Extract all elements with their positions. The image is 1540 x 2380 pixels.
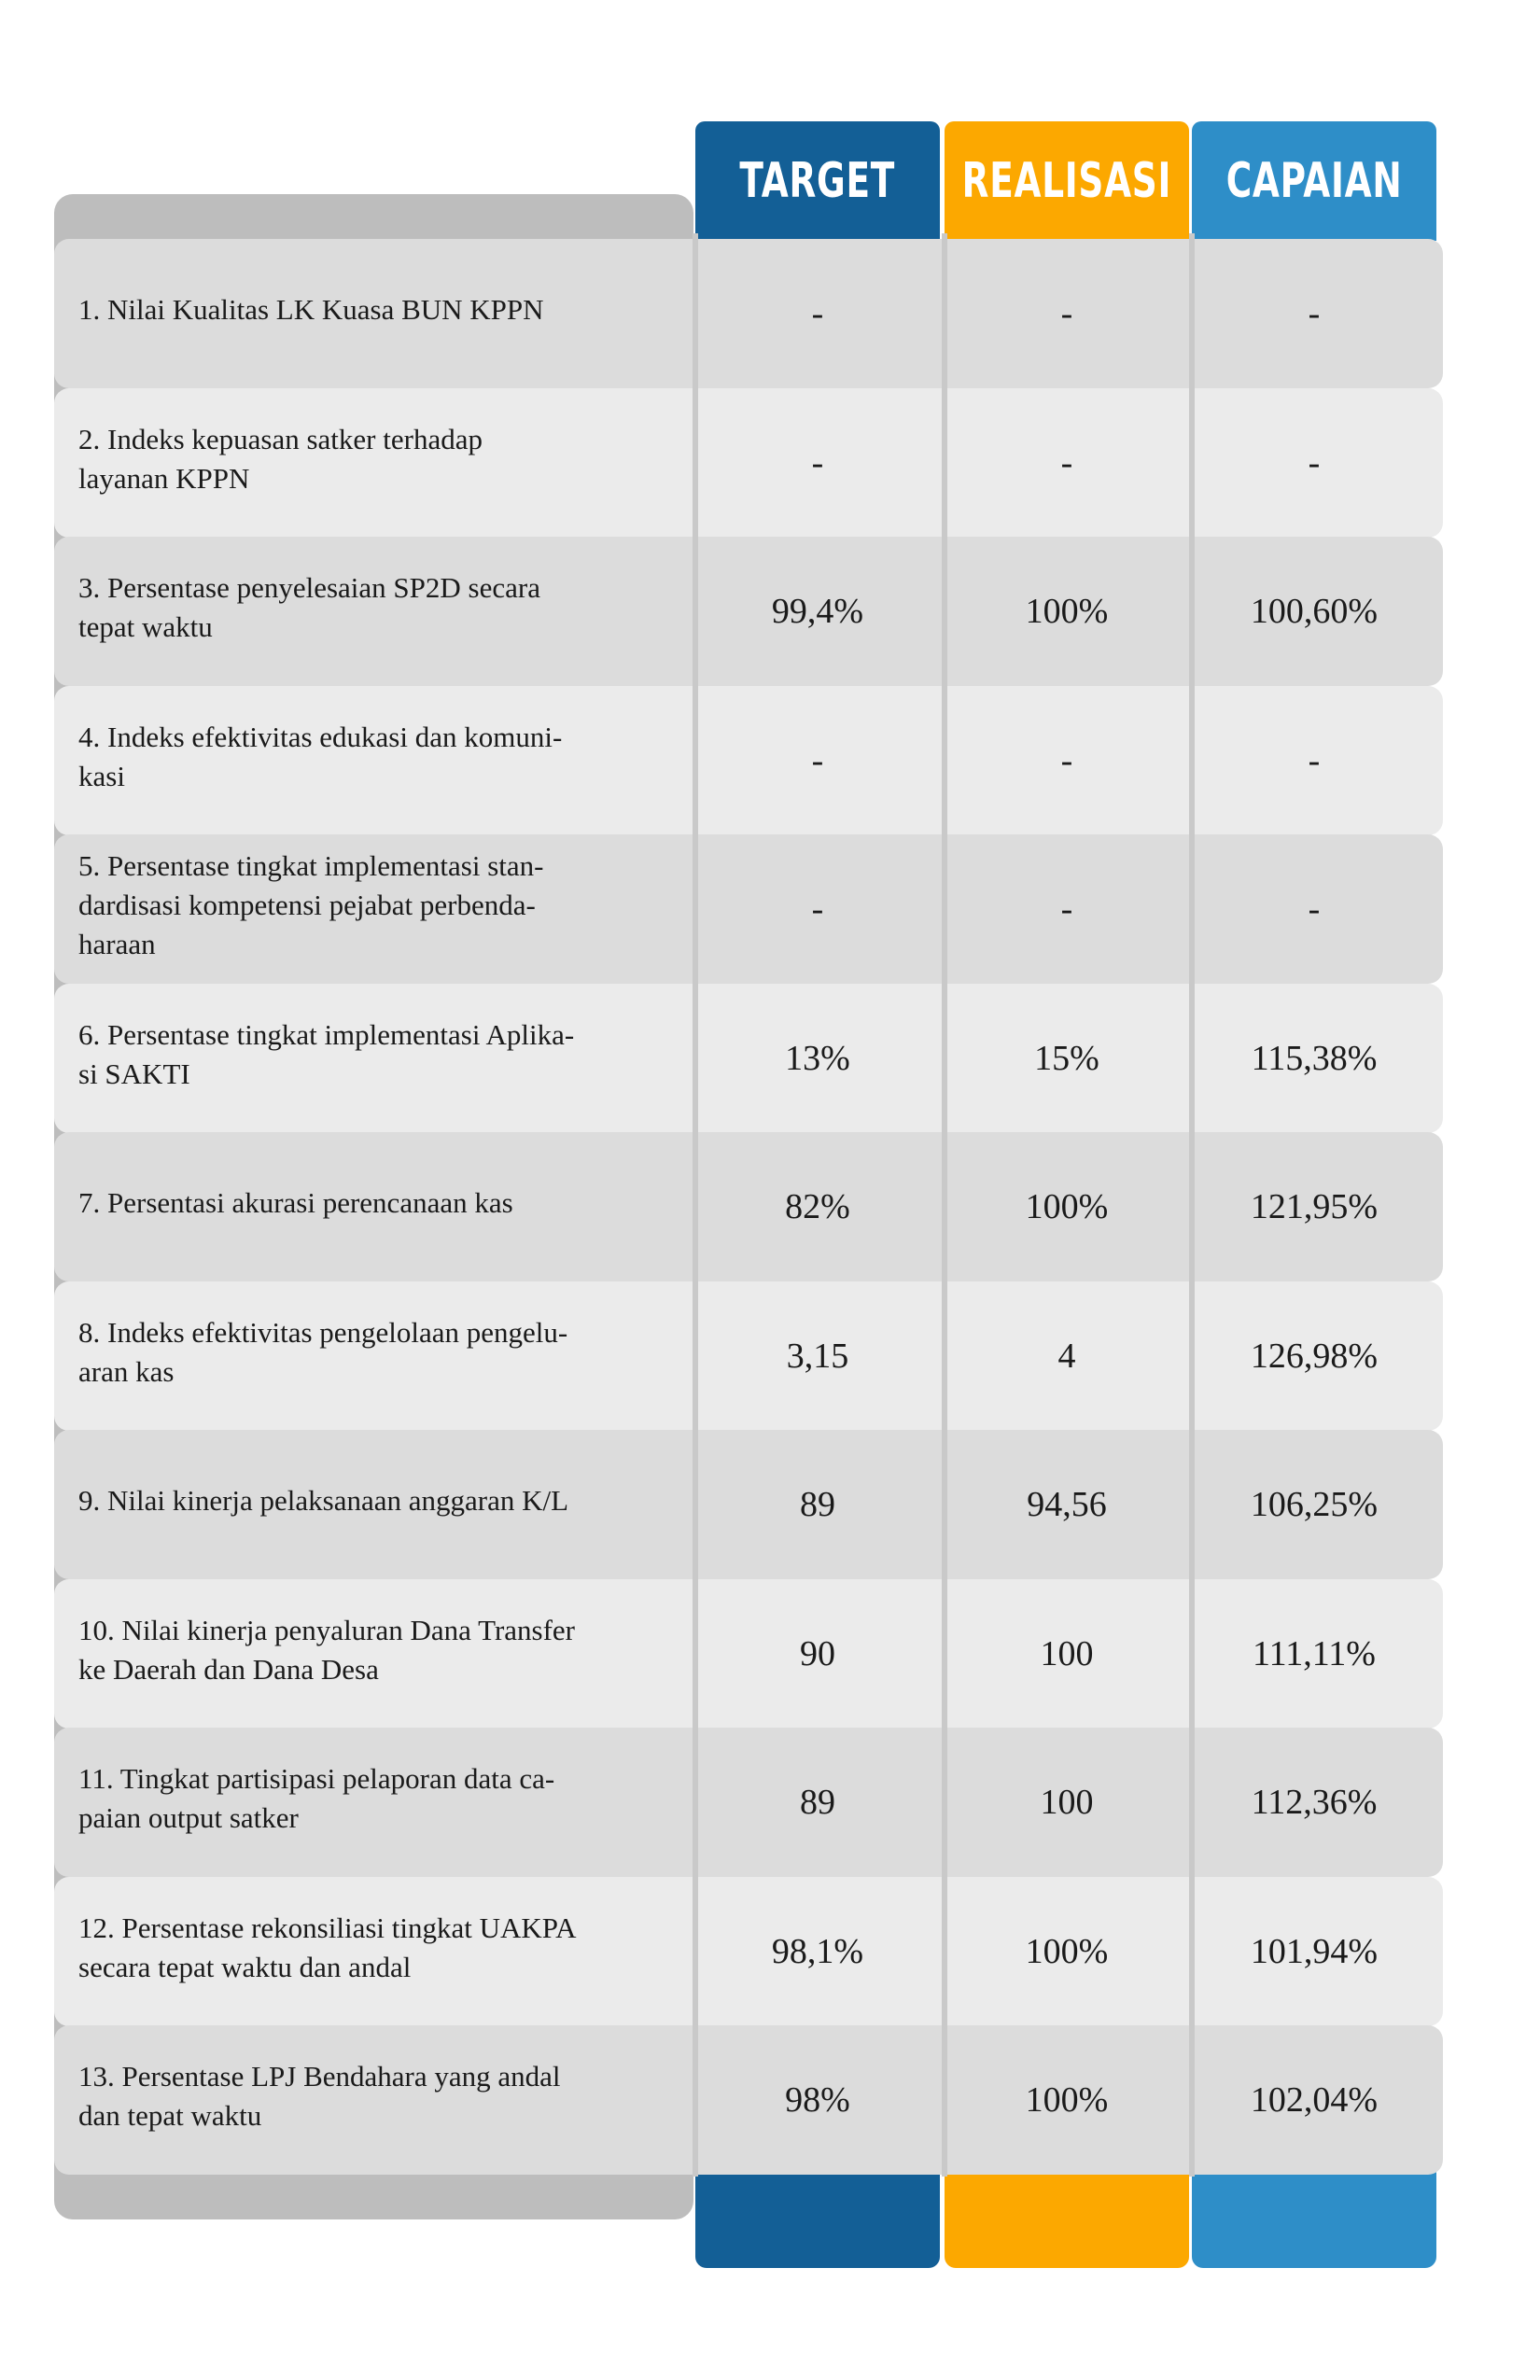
cell-realisasi: 100% [1025,592,1109,631]
cell-capaian: - [1308,741,1321,780]
cell-target: - [811,443,824,483]
cell-capaian: 115,38% [1251,1039,1378,1078]
cell-capaian: 102,04% [1250,2080,1379,2120]
cell-realisasi: - [1060,741,1073,780]
column-header-realisasi [945,121,1189,241]
indicator-label: 1. Nilai Kualitas LK Kuasa BUN KPPN [78,293,544,326]
cell-target: - [811,294,824,333]
cell-target: 90 [800,1634,835,1673]
column-divider [1189,233,1195,2177]
cell-target: 82% [785,1187,850,1226]
indicator-label: 9. Nilai kinerja pelaksanaan anggaran K/L [78,1484,569,1517]
cell-realisasi: 100% [1025,1187,1109,1226]
column-header-target [695,121,940,241]
indicator-label: 5. Persentase tingkat implementasi stan- dardisasi kompetensi pejabat perbenda- haraan [78,849,544,960]
cell-target: 89 [800,1783,835,1822]
indicator-label: 7. Persentasi akurasi perencanaan kas [78,1186,513,1219]
cell-realisasi: 100% [1025,1932,1109,1971]
indicator-label: 3. Persentase penyelesaian SP2D secara tepat waktu [78,571,540,643]
indicator-label: 6. Persentase tingkat implementasi Aplika- si SAKTI [78,1018,575,1090]
indicator-label: 12. Persentase rekonsiliasi tingkat UAKPA secara tepat waktu dan andal [78,1911,577,1983]
column-header-capaian-label: CAPAIAN [1225,153,1403,209]
indicator-label: 4. Indeks efektivitas edukasi dan komuni- kasi [78,721,563,792]
cell-capaian: - [1308,294,1321,333]
cell-realisasi: 100% [1025,2080,1109,2120]
column-footer-realisasi [945,2165,1189,2268]
cell-capaian: - [1308,889,1321,929]
cell-target: 89 [800,1485,835,1524]
cell-realisasi: 15% [1034,1039,1099,1078]
cell-capaian: 100,60% [1250,592,1379,631]
cell-target: 13% [785,1039,850,1078]
cell-target: 98,1% [771,1932,864,1971]
cell-realisasi: - [1060,443,1073,483]
indicator-label: 11. Tingkat partisipasi pelaporan data ca- paian output satker [78,1762,555,1834]
cell-target: 98% [785,2080,850,2120]
indicator-label: 10. Nilai kinerja penyaluran Dana Transfer ke Daerah dan Dana Desa [78,1614,576,1686]
column-header-realisasi-label: REALISASI [961,153,1172,209]
cell-target: - [811,889,824,929]
column-divider [942,233,947,2177]
cell-realisasi: 100 [1040,1783,1094,1822]
cell-target: - [811,741,824,780]
cell-capaian: 106,25% [1250,1485,1379,1524]
cell-realisasi: 94,56 [1027,1485,1107,1524]
cell-realisasi: 100 [1040,1634,1094,1673]
column-divider [693,233,698,2177]
column-footer-target [695,2165,940,2268]
column-footer-capaian [1192,2165,1436,2268]
cell-capaian: 101,94% [1250,1932,1379,1971]
column-header-capaian [1192,121,1436,241]
cell-capaian: 111,11% [1253,1634,1376,1673]
cell-realisasi: - [1060,889,1073,929]
cell-target: 3,15 [786,1337,849,1376]
cell-capaian: 121,95% [1250,1187,1379,1226]
indicator-label: 2. Indeks kepuasan satker terhadap layanan KPPN [78,423,483,495]
cell-capaian: - [1308,443,1321,483]
cell-target: 99,4% [771,592,864,631]
cell-capaian: 126,98% [1250,1337,1379,1376]
cell-realisasi: - [1060,294,1073,333]
cell-realisasi: 4 [1057,1337,1076,1376]
column-header-target-label: TARGET [739,153,896,209]
cell-capaian: 112,36% [1251,1783,1378,1822]
indicator-label: 8. Indeks efektivitas pengelolaan pengelu- aran kas [78,1316,568,1388]
indicator-label: 13. Persentase LPJ Bendahara yang andal dan tepat waktu [78,2060,561,2132]
